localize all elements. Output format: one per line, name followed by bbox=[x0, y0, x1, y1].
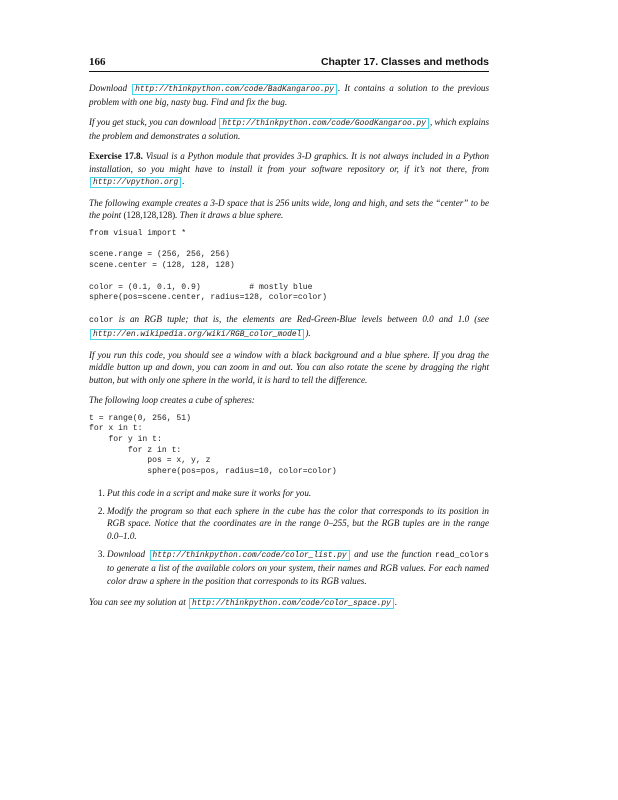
code-block-cube: t = range(0, 256, 51) for x in t: for y in t: for z in t: pos = x, y, z sphere(pos=pos, radius=10, color=color) bbox=[89, 413, 337, 477]
link-color-space[interactable]: http://thinkpython.com/code/color_space.py bbox=[189, 598, 394, 609]
text: . bbox=[394, 596, 398, 607]
paragraph-download-bad-kangaroo bbox=[89, 82, 489, 109]
chapter-title: Chapter 17. Classes and methods bbox=[320, 56, 489, 68]
header-spacer bbox=[89, 72, 489, 82]
link-bad-kangaroo[interactable]: http://thinkpython.com/code/BadKangaroo.py bbox=[132, 84, 337, 95]
text: Download bbox=[89, 83, 128, 93]
code-block-sphere: from visual import * scene.range = (256, 256, 256) scene.center = (128, 128, 128) color = (0.1, 0.1, 0.9) # mostly blue sphere(pos=scene.center, radius=128, color=color) bbox=[89, 229, 327, 303]
list-item bbox=[107, 487, 489, 499]
text: . bbox=[182, 175, 185, 186]
link-wikipedia-rgb[interactable]: http://en.wikipedia.org/wiki/RGB_color_model bbox=[90, 329, 304, 340]
center-point: (128,128,128) bbox=[123, 210, 176, 221]
text: If you run this code, you should see a window with a black background and a blue sphere. If you drag the middle button up and down, you can zoom in and out. You can also rotate the scene by dragging the right button, but with only one sphere in the world, it is hard to tell the difference. bbox=[89, 350, 489, 385]
list-item bbox=[107, 548, 489, 587]
text: , which explains the problem and demonstrates a solution. bbox=[89, 117, 490, 142]
text: is an RGB tuple; that is, the elements are Red-Green-Blue levels between 0.0 and 1.0 (see bbox=[113, 313, 489, 324]
link-color-list[interactable]: http://thinkpython.com/code/color_list.py bbox=[150, 550, 350, 561]
text: The following example creates a 3-D space that is 256 units wide, long and high, and sets the “center” to be the point bbox=[89, 197, 489, 221]
inline-code-color: color bbox=[89, 315, 114, 325]
book-page bbox=[89, 56, 489, 618]
text: You can see my solution at bbox=[89, 596, 186, 607]
paragraph-example-description bbox=[89, 197, 489, 222]
paragraph-rgb-tuple bbox=[89, 313, 489, 342]
text: to generate a list of the available colors on your system, their names and RGB values. For each named color draw a sphere in the position that corresponds to its RGB values. bbox=[107, 563, 489, 586]
text: . Then it draws a blue sphere. bbox=[175, 210, 284, 221]
page-number: 166 bbox=[89, 56, 106, 68]
text: If you get stuck, you can download bbox=[89, 117, 217, 128]
text: and use the function bbox=[350, 548, 436, 559]
text: Modify the program so that each sphere in the cube has the color that corresponds to its position in RGB space. Notice that the coordinates are in the range 0–255, but the RGB tuples are in the range 0.0–1.0. bbox=[107, 506, 489, 541]
inline-code-read-colors: read_colors bbox=[435, 550, 490, 560]
text: Download bbox=[107, 548, 146, 559]
list-item bbox=[107, 505, 489, 542]
paragraph-exercise-17-8 bbox=[89, 150, 489, 189]
exercise-label: Exercise 17.8. bbox=[89, 151, 143, 162]
text: . It contains a solution to the previous problem with one big, nasty bug. Find and fix the bug. bbox=[89, 83, 489, 108]
paragraph-loop-intro bbox=[89, 394, 489, 406]
text: ). bbox=[305, 328, 311, 339]
paragraph-solution bbox=[89, 596, 489, 610]
text: Visual is a Python module that provides 3-D graphics. It is not always included in a Python installation, so you might have to install it from your software repository or, if it’s not there, from bbox=[89, 151, 489, 174]
paragraph-run-code bbox=[89, 349, 489, 386]
link-vpython[interactable]: http://vpython.org bbox=[90, 177, 181, 188]
link-good-kangaroo[interactable]: http://thinkpython.com/code/GoodKangaroo.py bbox=[219, 118, 429, 129]
page-header bbox=[89, 56, 489, 72]
paragraph-good-kangaroo bbox=[89, 116, 489, 143]
exercise-list bbox=[89, 487, 489, 587]
text: Put this code in a script and make sure it works for you. bbox=[107, 487, 312, 498]
text: The following loop creates a cube of spheres: bbox=[89, 394, 255, 405]
